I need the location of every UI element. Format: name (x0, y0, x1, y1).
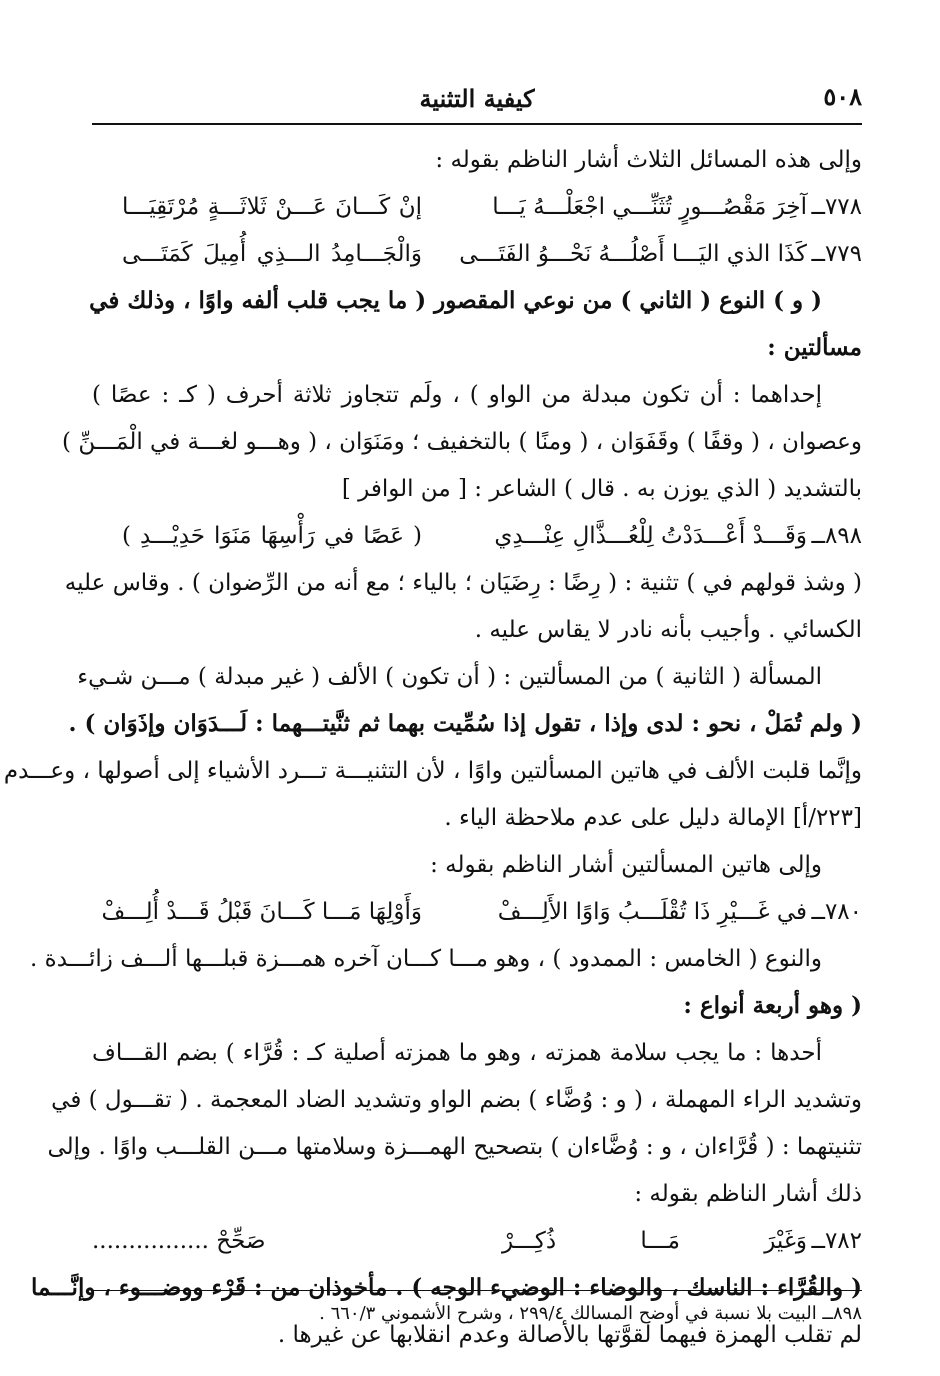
verse-second-hemistich: إنْ كَـــانَ عَـــنْ ثَلاثَـــةٍ مُرْتَقِيَـــا (122, 194, 422, 220)
verse-second-hemistich: وَالْجَـــامِدُ الـــذِي أُمِيلَ كَمَتَـــى (122, 241, 422, 267)
verse-779 (92, 234, 862, 281)
verse-number: ٨٩٨ــ (811, 523, 862, 549)
main-text (3, 140, 862, 1362)
text-line: الكسائي . وأجيب بأنه نادر لا يقاس عليه . (474, 617, 862, 643)
text-line: ذلك أشار الناظم بقوله : (634, 1181, 862, 1207)
footnote: ٨٩٨ــ البيت بلا نسبة في أوضح المسالك ٢٩٩/٤ ، وشرح الأشموني ٦٦٠/٣ . (319, 1303, 862, 1324)
verse-number: ٧٨٠ــ (811, 899, 862, 925)
text-line: والنوع ( الخامس : الممدود ) ، وهو مـــا كـــان آخره همـــزة قبلـــها ألـــف زائـــدة . (30, 946, 822, 972)
verse-first-hemistich: وَغَيْرَ مَـــا ذُكِـــرْ (502, 1228, 807, 1254)
text-line: إحداهما : أن تكون مبدلة من الواو ) ، ولَم تتجاوز ثلاثة أحرف ( كـ : عصًا ) (92, 382, 822, 408)
text-line: المسألة ( الثانية ) من المسألتين : ( أن تكون ) الألف ( غير مبدلة ) مـــن شـيء (77, 664, 822, 690)
verse-first-hemistich: وَقَـــدْ أَعْـــدَدْتُ لِلْعُـــذَّالِ عِنْـــدِي (494, 523, 807, 549)
verse-first-hemistich: في غَـــيْرِ ذَا تُقْلَـــبُ وَاوًا الأَلِـــفْ (497, 899, 807, 925)
text-line: تثنيتهما : ( قُرَّاءان ، و : وُضَّاءان ) بتصحيح الهمـــزة وسلامتها مـــن القلـــب واوًا . وإلى (47, 1134, 862, 1160)
text-line: لم تقلب الهمزة فيهما لقوَّتها بالأصالة وعدم انقلابها عن غيرها . (277, 1322, 862, 1348)
text-line: وتشديد الراء المهملة ، ( و : وُضَّاء ) بضم الواو وتشديد الضاد المعجمة . ( تقـــول ) في (51, 1087, 862, 1113)
verse-number: ٧٧٨ــ (811, 194, 862, 220)
verse-number: ٧٧٩ــ (811, 241, 862, 267)
text-line: ( ولم تُمَلْ ، نحو : لدى وإذا ، تقول إذا سُمِّيت بهما ثم ثنَّيتـــهما : لَـــدَوَان وإذَوَان ) . (68, 710, 862, 737)
text-line: ( و ) النوع ( الثاني ) من نوعي المقصور ( ما يجب قلب ألفه واوًا ، وذلك في (89, 287, 822, 314)
verse-782 (92, 1221, 862, 1268)
verse-780 (92, 892, 862, 939)
verse-second-hemistich: ( عَصًا في رَأْسِهَا مَنَوَا حَدِيْـــدِ ) (122, 523, 422, 549)
verse-first-hemistich: كَذَا الذي اليَـــا أَصْلُـــهُ نَحْـــوُ الفَتَـــى (459, 241, 807, 267)
verse-898 (92, 516, 862, 563)
text-line: وإنَّما قلبت الألف في هاتين المسألتين واوًا ، لأن التثنيـــة تـــرد الأشياء إلى أصولها ، وعـــدم (3, 758, 862, 784)
verse-second-hemistich: وَأَوْلِهَا مَـــا كَـــانَ قَبْلُ قَـــدْ أُلِـــفْ (101, 899, 422, 925)
verse-778 (92, 187, 862, 234)
page-number: ٥٠٨ (823, 82, 862, 111)
text-line: ( وشذ قولهم في ) تثنية : ( رِضًا : رِضَيَان ؛ بالياء ؛ مع أنه من الرِّضوان ) . وقاس عليه (64, 570, 862, 596)
text-line: [٢٢٣/أ] الإمالة دليل على عدم ملاحظة الياء . (444, 805, 862, 831)
verse-first-hemistich: آخِرَ مَقْصُـــورٍ تُثَنِّـــي اجْعَلْـــهُ يَـــا (492, 194, 807, 220)
header-rule (92, 123, 862, 125)
running-title: كيفية التثنية (419, 84, 535, 113)
footnote-rule (92, 1290, 862, 1291)
verse-second-hemistich: صَحِّحْ ................ (92, 1228, 266, 1254)
text-line: بالتشديد ( الذي يوزن به . قال ) الشاعر : [ من الوافر ] (341, 476, 862, 502)
text-line: ( والقُرَّاء : الناسك ، والوضاء : الوضيء الوجه ) . مأخوذان من : قَرْء ووضـــوء ، وإنَّـــما (31, 1274, 862, 1301)
text-line: وإلى هاتين المسألتين أشار الناظم بقوله : (430, 852, 822, 878)
text-line: وعصوان ، ( وقفًا ) وقَفَوَان ، ( ومنًا ) بالتخفيف ؛ ومَنَوَان ، ( وهـــو لغـــة في الْمَـــنِّ ) (62, 429, 862, 455)
page-header (92, 82, 862, 122)
text-line: مسألتين : (767, 334, 862, 361)
text-line: ( وهو أربعة أنواع : (683, 992, 862, 1019)
verse-number: ٧٨٢ــ (811, 1228, 862, 1254)
text-line: أحدها : ما يجب سلامة همزته ، وهو ما همزته أصلية كـ : قُرَّاء ) بضم القـــاف (92, 1040, 822, 1066)
text-line: وإلى هذه المسائل الثلاث أشار الناظم بقوله : (435, 147, 862, 173)
